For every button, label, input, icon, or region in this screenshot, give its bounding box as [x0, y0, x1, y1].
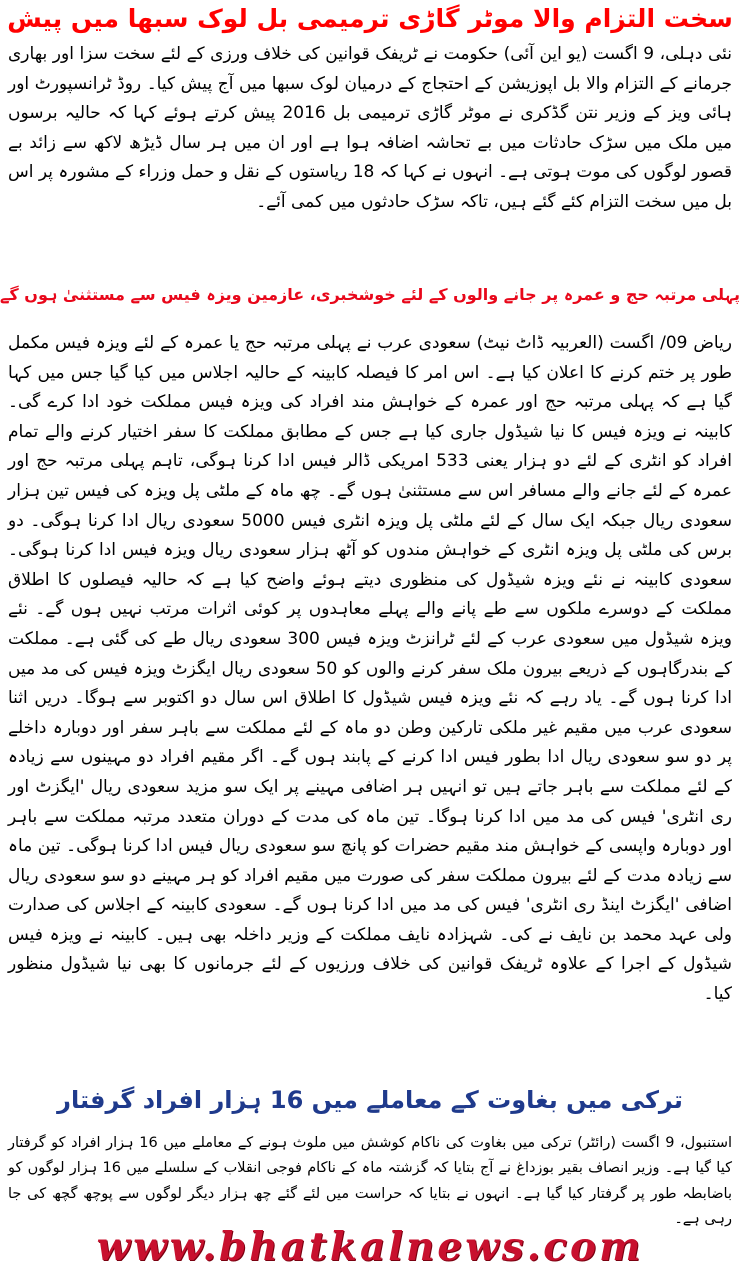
- headline-turkey-arrests: ترکی میں بغاوت کے معاملے میں 16 ہزار افراد گرفتار: [57, 1086, 683, 1114]
- story-turkey-arrests: استنبول، 9 اگست (رائٹر) ترکی میں بغاوت کی ناکام کوشش میں ملوث ہونے کے معاملے میں 16 ہزار افراد کو گرفتار کیا گیا ہے۔ وزیر انصاف بقیر بوزداغ نے آج بتایا کہ گزشتہ ماہ کے ناکام فوجی انقلاب کے سلسلے میں 16 ہزار لوگوں کو باضابطہ طور پر گرفتار کیا گیا ہے۔ انہوں نے بتایا کہ حراست میں لئے گئے چھ ہزار دیگر لوگوں سے پوچھ گچھ کی جا رہی ہے۔: [8, 1135, 733, 1227]
- story-visa-fee: ریاض 09/ اگست (العربیہ ڈاٹ نیٹ) سعودی عرب نے پہلی مرتبہ حج یا عمرہ کے لئے ویزہ فیس مکمل طور پر ختم کرنے کا اعلان کیا ہے۔ اس امر کا فیصلہ کابینہ کے حالیہ اجلاس میں کیا گیا جس میں کہا گیا ہے کہ پہلی مرتبہ حج اور عمرہ کے خواہش مند افراد کی ویزہ فیس مملکت خود ادا کرے گی۔ کابینہ نے ویزہ فیس کا نیا شیڈول جاری کیا ہے جس کے مطابق مملکت کا سفر اختیار کرنے والے تمام افراد کو انٹری کے لئے دو ہزار یعنی 533 امریکی ڈالر فیس ادا کرنا ہوگی، تاہم پہلی مرتبہ حج اور عمرہ کے لئے جانے والے مسافر اس سے مستثنیٰ ہوں گے۔ چھ ماہ کے ملٹی پل ویزہ کی فیس تین ہزار سعودی ریال جبکہ ایک سال کے لئے ملٹی پل ویزہ انٹری فیس 5000 سعودی ریال ادا کرنا ہوگی۔ دو برس کی ملٹی پل ویزہ انٹری کے خواہش مندوں کو آٹھ ہزار سعودی ریال ویزہ فیس ادا کرنا ہوگی۔ سعودی کابینہ نے نئے ویزہ شیڈول کی منظوری دیتے ہوئے واضح کیا ہے کہ حالیہ فیصلوں کا اطلاق مملکت کے دوسرے ملکوں سے طے پانے والے پہلے معاہدوں پر کوئی اثرات مرتب نہیں ہوں گے۔ نئے ویزہ شیڈول میں سعودی عرب کے لئے ٹرانزٹ ویزہ فیس 300 سعودی ریال طے کی گئی ہے۔ مملکت کے بندرگاہوں کے ذریعے بیرون ملک سفر کرنے والوں کو 50 سعودی ریال ایگزٹ ویزہ فیس کی مد میں ادا کرنا ہوں گے۔ یاد رہے کہ نئے ویزہ فیس شیڈول کا اطلاق اس سال دو اکتوبر سے ہوگا۔ دریں اثنا سعودی عرب میں مقیم غیر ملکی تارکین وطن دو ماہ کے لئے مملکت سے باہر سفر اور دوبارہ داخلے پر دو سو سعودی ریال ادا بطور فیس ادا کرنے کے پابند ہوں گے۔ اگر مقیم افراد دو مہینوں سے زیادہ کے لئے مملکت سے باہر جاتے ہیں تو انہیں ہر اضافی مہینے پر ایک سو مزید سعودی ریال 'ایگزٹ اور ری انٹری' فیس کی مد میں ادا کرنا ہوگا۔ تین ماہ کی مدت کے دوران متعدد مرتبہ مملکت سے باہر اور دوبارہ واپسی کے خواہش مند مقیم حضرات کو پانچ سو سعودی ریال فیس ادا کرنا ہوگی۔ تین ماہ سے زیادہ مدت کے لئے بیرون مملکت سفر کی صورت میں مقیم افراد کو ہر مہینے دو سو سعودی ریال اضافی 'ایگزٹ اینڈ ری انٹری' فیس کی مد میں ادا کرنا ہوں گے۔ سعودی کابینہ کے اجلاس کی صدارت ولی عہد محمد بن نایف نے کی۔ شہزادہ نایف مملکت کے وزیر داخلہ بھی ہیں۔ کابینہ نے ویزہ فیس شیڈول کے اجرا کے علاوہ ٹریفک قوانین کی خلاف ورزیوں کے لئے جرمانوں کا بھی نیا شیڈول منظور کیا۔: [8, 333, 733, 1005]
- story-traffic-bill: نئی دہلی، 9 اگست (یو این آئی) حکومت نے ٹریفک قوانین کی خلاف ورزی کے لئے سخت سزا اور بھاری جرمانے کے التزام والا بل اپوزیشن کے احتجاج کے درمیان لوک سبھا میں آج پیش کیا۔ روڈ ٹرانسپورٹ اور ہائی ویز کے وزیر نتن گڈکری نے موٹر گاڑی ترمیمی بل 2016 پیش کرتے ہوئے کہا کہ حالیہ برسوں میں ملک میں سڑک حادثات میں بے تحاشہ اضافہ ہوا ہے اور ان میں ہر سال ڈیڑھ لاکھ سے زائد بے قصور لوگوں کی موت ہوتی ہے۔ انہوں نے کہا کہ 18 ریاستوں کے نقل و حمل وزراء کے مشورہ پر اس بل میں سخت التزام کئے گئے ہیں، تاکہ سڑک حادثوں میں کمی آئے۔: [8, 44, 733, 212]
- website-watermark: www.bhatkalnews.com: [96, 1225, 644, 1270]
- headline-traffic-bill: سخت التزام والا موٹر گاڑی ترمیمی بل لوک سبھا میں پیش: [7, 4, 733, 33]
- headline-visa-fee: پہلی مرتبہ حج و عمرہ پر جانے والوں کے لئے خوشخبری، عازمین ویزہ فیس سے مستثنیٰ ہوں گے: [0, 285, 740, 304]
